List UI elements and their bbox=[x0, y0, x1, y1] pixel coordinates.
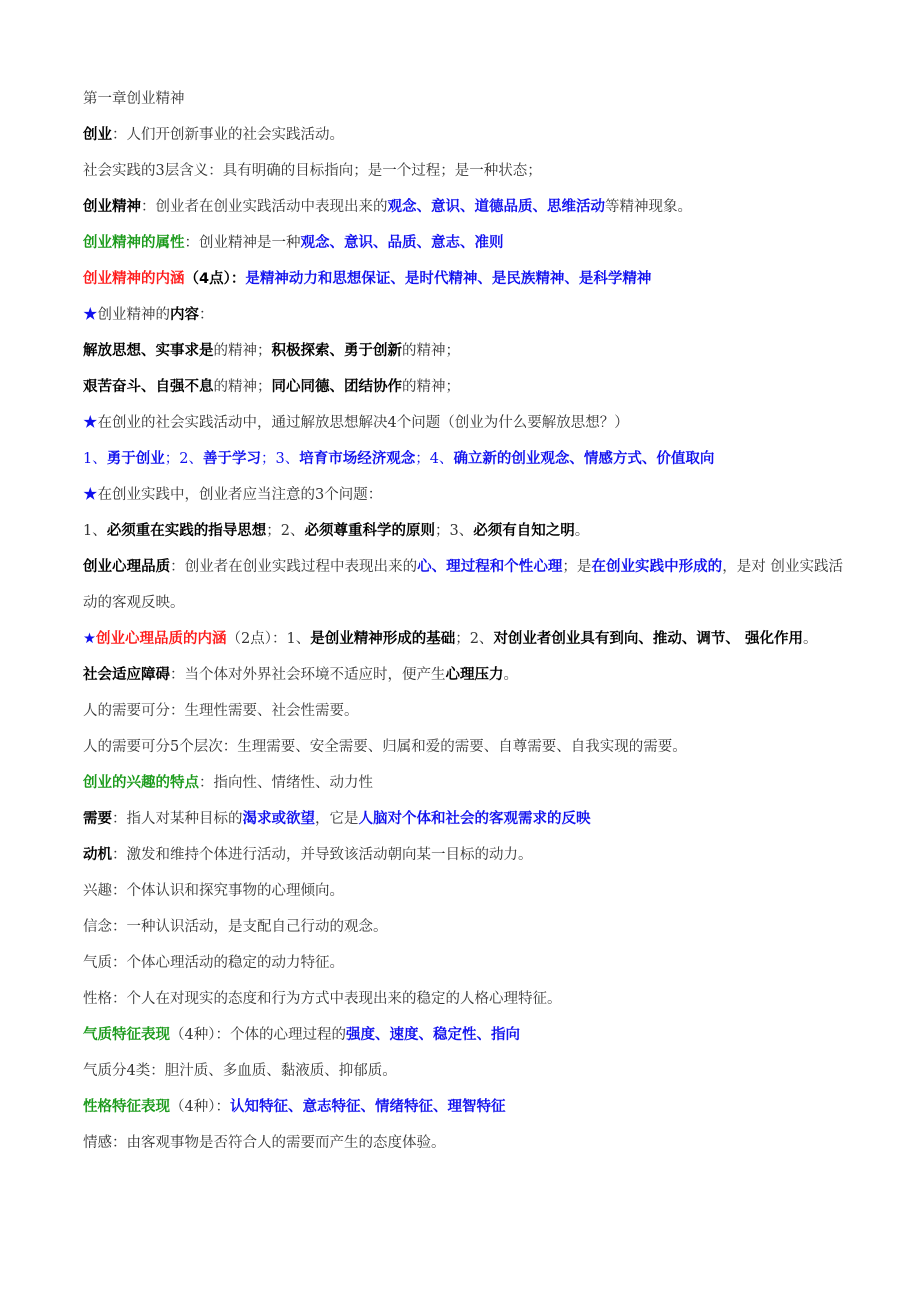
highlight-segment: ；2、 bbox=[164, 451, 203, 467]
highlight-segment: 是精神动力和思想保证、是时代精神、是民族精神、是科学精神 bbox=[245, 271, 652, 287]
paragraph bbox=[83, 873, 843, 909]
star-icon: ★ bbox=[83, 307, 98, 323]
text-segment: 兴趣：个体认识和探究事物的心理倾向。 bbox=[83, 883, 344, 899]
highlight-segment: 解放思想、实事求是 bbox=[83, 343, 214, 359]
paragraph bbox=[83, 513, 843, 549]
highlight-segment: ；4、 bbox=[415, 451, 454, 467]
paragraph bbox=[83, 189, 843, 225]
paragraph bbox=[83, 621, 843, 657]
highlight-segment: ；3、 bbox=[260, 451, 300, 467]
text-segment: 等精神现象。 bbox=[605, 199, 692, 215]
paragraph bbox=[83, 441, 843, 477]
text-segment: 情感：由客观事物是否符合人的需要而产生的态度体验。 bbox=[83, 1135, 446, 1151]
highlight-segment: 必须重在实践的指导思想 bbox=[106, 523, 267, 539]
paragraph bbox=[83, 837, 843, 873]
paragraph bbox=[83, 909, 843, 945]
highlight-segment: 强度、速度、稳定性、指向 bbox=[345, 1027, 520, 1043]
highlight-segment: 培育市场经济观念 bbox=[299, 451, 416, 467]
text-segment: 气质分4类：胆汁质、多血质、黏液质、抑郁质。 bbox=[83, 1063, 397, 1079]
text-segment: ：创业精神是一种 bbox=[184, 235, 301, 251]
text-segment: 创业精神的 bbox=[97, 307, 170, 323]
highlight-segment: 勇于创业 bbox=[106, 451, 165, 467]
text-segment: （4种）： bbox=[170, 1099, 230, 1115]
text-segment: 的精神； bbox=[402, 343, 460, 359]
paragraph bbox=[83, 225, 843, 261]
highlight-segment: 善于学习 bbox=[202, 451, 261, 467]
highlight-segment: 心、理过程和个性心理 bbox=[417, 559, 563, 575]
star-icon: ★ bbox=[83, 631, 96, 647]
text-segment: 的精神； bbox=[402, 379, 460, 395]
highlight-segment: 对创业者创业具有到向、推动、调节、 强化作用 bbox=[493, 631, 803, 647]
text-segment: ： bbox=[199, 307, 214, 323]
text-segment: 气质：个体心理活动的稳定的动力特征。 bbox=[83, 955, 344, 971]
text-segment: 在创业实践中，创业者应当注意的3个问题： bbox=[97, 487, 383, 503]
paragraph bbox=[83, 765, 843, 801]
highlight-segment: 创业精神的属性 bbox=[83, 235, 185, 251]
highlight-segment: 需要 bbox=[83, 811, 112, 827]
paragraph bbox=[83, 1017, 843, 1053]
text-segment: ，它是 bbox=[315, 811, 359, 827]
text-segment: （2点）：1、 bbox=[226, 631, 311, 647]
text-segment: 人的需要可分5个层次：生理需要、安全需要、归属和爱的需要、自尊需要、自我实现的需要。 bbox=[83, 739, 687, 755]
text-segment: ：创业者在创业实践过程中表现出来的 bbox=[170, 559, 418, 575]
text-segment: 信念：一种认识活动，是支配自己行动的观念。 bbox=[83, 919, 388, 935]
paragraph bbox=[83, 297, 843, 333]
text-segment: ：激发和维持个体进行活动，并导致该活动朝向某一目标的动力。 bbox=[112, 847, 533, 863]
text-segment: ；2、 bbox=[455, 631, 494, 647]
highlight-segment: 创业心理品质 bbox=[83, 559, 171, 575]
paragraph bbox=[83, 261, 843, 297]
highlight-segment: 积极探索、勇于创新 bbox=[271, 343, 402, 359]
text-segment: ：人们开创新事业的社会实践活动。 bbox=[112, 127, 344, 143]
chapter-title bbox=[83, 81, 843, 117]
highlight-segment: 创业 bbox=[83, 127, 112, 143]
text-segment: 的精神； bbox=[213, 343, 272, 359]
highlight-segment: 1、 bbox=[83, 451, 107, 467]
highlight-segment: 创业精神 bbox=[83, 199, 141, 215]
highlight-segment: 动机 bbox=[83, 847, 112, 863]
text-segment: ：指人对某种目标的 bbox=[112, 811, 243, 827]
text-segment: 的精神； bbox=[213, 379, 272, 395]
text-segment: ；是 bbox=[562, 559, 592, 575]
text-segment: ，是对 创业实践活动的客观反映。 bbox=[83, 559, 844, 611]
highlight-segment: 观念、意识、道德品质、思维活动 bbox=[387, 199, 605, 215]
text-segment: ；3、 bbox=[434, 523, 474, 539]
highlight-segment: 心理压力 bbox=[445, 667, 504, 683]
text-segment: 。 bbox=[802, 631, 818, 647]
document-body bbox=[83, 81, 843, 1161]
text-segment: ：创业者在创业实践活动中表现出来的 bbox=[141, 199, 388, 215]
paragraph bbox=[83, 369, 843, 405]
text-segment: 。 bbox=[503, 667, 518, 683]
text-segment: 1、 bbox=[83, 523, 107, 539]
highlight-segment: 在创业实践中形成的 bbox=[591, 559, 723, 575]
text-segment: ：当个体对外界社会环境不适应时，便产生 bbox=[170, 667, 446, 683]
paragraph bbox=[83, 405, 843, 441]
paragraph bbox=[83, 801, 843, 837]
text-segment: 第一章创业精神 bbox=[83, 91, 185, 107]
paragraph bbox=[83, 117, 843, 153]
text-segment: ；2、 bbox=[266, 523, 305, 539]
paragraph bbox=[83, 693, 843, 729]
highlight-segment: 内容 bbox=[170, 307, 199, 323]
text-segment: 社会实践的3层含义：具有明确的目标指向；是一个过程；是一种状态； bbox=[83, 163, 542, 179]
highlight-segment: 气质特征表现 bbox=[83, 1027, 170, 1043]
highlight-segment: 必须有自知之明 bbox=[473, 523, 575, 539]
highlight-segment: 确立新的创业观念、情感方式、价值取向 bbox=[453, 451, 715, 467]
paragraph bbox=[83, 549, 843, 621]
paragraph bbox=[83, 1125, 843, 1161]
paragraph bbox=[83, 477, 843, 513]
paragraph bbox=[83, 729, 843, 765]
highlight-segment: 创业心理品质的内涵 bbox=[96, 631, 227, 647]
highlight-segment: 同心同德、团结协作 bbox=[271, 379, 402, 395]
highlight-segment: 必须尊重科学的原则 bbox=[304, 523, 435, 539]
star-icon: ★ bbox=[83, 415, 98, 431]
highlight-segment: 渴求或欲望 bbox=[242, 811, 315, 827]
text-segment: ：指向性、情绪性、动力性 bbox=[199, 775, 373, 791]
text-segment: 性格：个人在对现实的态度和行为方式中表现出来的稳定的人格心理特征。 bbox=[83, 991, 562, 1007]
highlight-segment: 人脑对个体和社会的客观需求的反映 bbox=[358, 811, 591, 827]
paragraph bbox=[83, 153, 843, 189]
highlight-segment: 创业的兴趣的特点 bbox=[83, 775, 199, 791]
paragraph bbox=[83, 1089, 843, 1125]
paragraph bbox=[83, 945, 843, 981]
highlight-segment: 社会适应障碍 bbox=[83, 667, 170, 683]
highlight-segment: 观念、意识、品质、意志、准则 bbox=[300, 235, 504, 251]
paragraph bbox=[83, 657, 843, 693]
highlight-segment: 性格特征表现 bbox=[83, 1099, 170, 1115]
paragraph bbox=[83, 981, 843, 1017]
highlight-segment: 是创业精神形成的基础 bbox=[310, 631, 456, 647]
highlight-segment: 认知特征、意志特征、情绪特征、理智特征 bbox=[229, 1099, 506, 1115]
text-segment: （4种）：个体的心理过程的 bbox=[170, 1027, 346, 1043]
star-icon: ★ bbox=[83, 487, 98, 503]
paragraph bbox=[83, 1053, 843, 1089]
highlight-segment: （4点）： bbox=[184, 271, 246, 287]
text-segment: 人的需要可分：生理性需要、社会性需要。 bbox=[83, 703, 359, 719]
paragraph bbox=[83, 333, 843, 369]
highlight-segment: 创业精神的内涵 bbox=[83, 271, 185, 287]
highlight-segment: 艰苦奋斗、自强不息 bbox=[83, 379, 214, 395]
text-segment: 在创业的社会实践活动中，通过解放思想解决4个问题（创业为什么要解放思想？） bbox=[97, 415, 629, 431]
text-segment: 。 bbox=[574, 523, 590, 539]
